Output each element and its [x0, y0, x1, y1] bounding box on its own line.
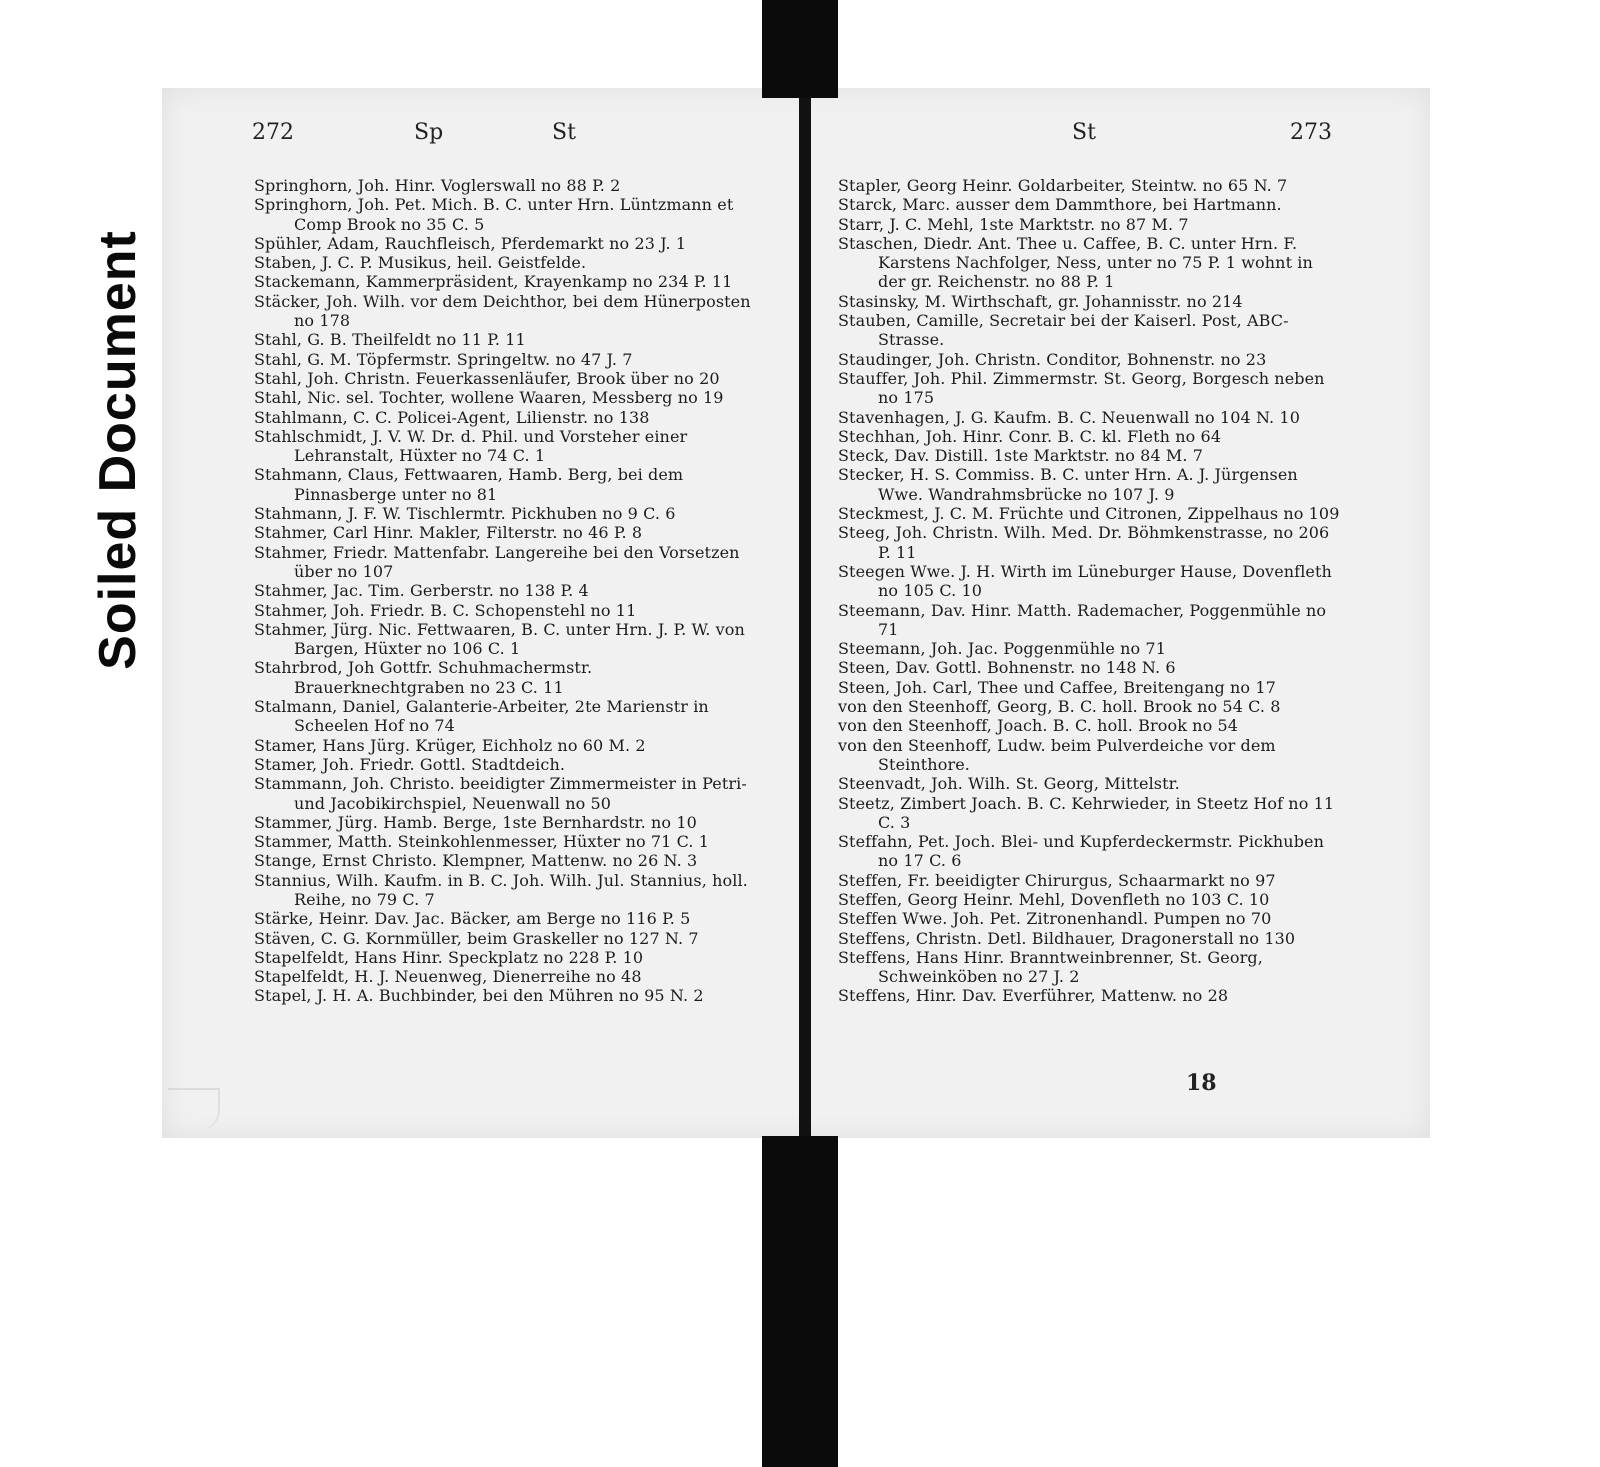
document-label: Soiled Document	[89, 230, 147, 670]
directory-entry: Steckmest, J. C. M. Früchte und Citronen, Zippelhaus no 109	[838, 504, 1340, 524]
directory-entry: Steffens, Hinr. Dav. Everführer, Mattenw. no 28	[838, 986, 1229, 1006]
directory-entry: Staben, J. C. P. Musikus, heil. Geistfelde.	[254, 253, 587, 273]
directory-entry: Stamer, Joh. Friedr. Gottl. Stadtdeich.	[254, 754, 566, 774]
directory-entry: Stammann, Joh. Christo. beeidigter Zimmermeister in Petri- und Jacobikirchspiel, Neuenwall no 50	[254, 774, 747, 813]
binding-gutter	[799, 86, 811, 1140]
directory-entry: Steeg, Joh. Christn. Wilh. Med. Dr. Böhmkenstrasse, no 206 P. 11	[838, 523, 1330, 562]
page-fold	[168, 1088, 220, 1130]
directory-entry: Stechhan, Joh. Hinr. Conr. B. C. kl. Fleth no 64	[838, 426, 1222, 446]
left-header-to: St	[552, 120, 576, 145]
directory-entry: Stavenhagen, J. G. Kaufm. B. C. Neuenwall no 104 N. 10	[838, 407, 1300, 427]
directory-entry: Stapelfeldt, Hans Hinr. Speckplatz no 228 P. 10	[254, 947, 644, 967]
directory-entry: Stäcker, Joh. Wilh. vor dem Deichthor, bei dem Hünerposten no 178	[254, 291, 751, 331]
directory-entry: Steffens, Hans Hinr. Branntweinbrenner, St. Georg, Schweinköben no 27 J. 2	[838, 947, 1263, 987]
directory-entry: Stamer, Hans Jürg. Krüger, Eichholz no 60 M. 2	[254, 735, 646, 755]
signature-mark: 18	[1186, 1070, 1217, 1096]
directory-entry: Stannius, Wilh. Kaufm. in B. C. Joh. Wilh. Jul. Stannius, holl. Reihe, no 79 C. 7	[254, 870, 748, 909]
directory-entry: Stackemann, Kammerpräsident, Krayenkamp no 234 P. 11	[254, 272, 733, 292]
directory-entry: Stammer, Jürg. Hamb. Berge, 1ste Bernhardstr. no 10	[254, 812, 697, 832]
directory-entry: Steffen, Georg Heinr. Mehl, Dovenfleth no 103 C. 10	[838, 889, 1270, 909]
directory-entry: Steemann, Dav. Hinr. Matth. Rademacher, Poggenmühle no 71	[838, 600, 1327, 639]
directory-entry: von den Steenhoff, Ludw. beim Pulverdeiche vor dem Steinthore.	[838, 735, 1276, 774]
directory-entry: Stärke, Heinr. Dav. Jac. Bäcker, am Berge no 116 P. 5	[254, 909, 691, 929]
directory-entry: Stahmer, Jürg. Nic. Fettwaaren, B. C. unter Hrn. J. P. W. von Bargen, Hüxter no 106 C. 1	[254, 619, 745, 659]
directory-entry: Stauben, Camille, Secretair bei der Kaiserl. Post, ABC-Strasse.	[838, 311, 1289, 350]
binding-tape-top	[762, 0, 838, 98]
directory-entry: Starck, Marc. ausser dem Dammthore, bei Hartmann.	[838, 195, 1282, 215]
binding-tape-bottom	[762, 1136, 838, 1467]
directory-entry: Steemann, Joh. Jac. Poggenmühle no 71	[838, 639, 1166, 659]
directory-entry: Stahmer, Carl Hinr. Makler, Filterstr. no 46 P. 8	[254, 523, 643, 543]
right-entry-list	[838, 176, 1343, 1006]
directory-entry: Stahl, G. M. Töpfermstr. Springeltw. no 47 J. 7	[254, 349, 633, 369]
directory-entry: Stahl, Nic. sel. Tochter, wollene Waaren, Messberg no 19	[254, 388, 724, 408]
directory-entry: Stange, Ernst Christo. Klempner, Mattenw. no 26 N. 3	[254, 851, 698, 871]
directory-entry: Stäven, C. G. Kornmüller, beim Graskeller no 127 N. 7	[254, 928, 699, 948]
directory-entry: Stahl, G. B. Theilfeldt no 11 P. 11	[254, 330, 526, 350]
scanned-spread	[162, 88, 1430, 1138]
directory-entry: Stahlmann, C. C. Policei-Agent, Lilienstr. no 138	[254, 407, 650, 427]
directory-entry: von den Steenhoff, Georg, B. C. holl. Brook no 54 C. 8	[838, 697, 1281, 717]
directory-entry: Steffens, Christn. Detl. Bildhauer, Dragonerstall no 130	[838, 928, 1296, 948]
left-page	[162, 88, 799, 1138]
directory-entry: Springhorn, Joh. Pet. Mich. B. C. unter Hrn. Lüntzmann et Comp Brook no 35 C. 5	[254, 195, 734, 234]
directory-entry: Springhorn, Joh. Hinr. Voglerswall no 88 P. 2	[254, 176, 621, 195]
directory-entry: Steck, Dav. Distill. 1ste Marktstr. no 84 M. 7	[838, 446, 1204, 466]
directory-entry: Stahlschmidt, J. V. W. Dr. d. Phil. und Vorsteher einer Lehranstalt, Hüxter no 74 C. 1	[254, 426, 688, 466]
directory-entry: Stauffer, Joh. Phil. Zimmermstr. St. Georg, Borgesch neben no 175	[838, 368, 1325, 408]
directory-entry: Stalmann, Daniel, Galanterie-Arbeiter, 2te Marienstr in Scheelen Hof no 74	[254, 697, 709, 736]
right-page	[812, 88, 1430, 1138]
directory-entry: Steffen Wwe. Joh. Pet. Zitronenhandl. Pumpen no 70	[838, 909, 1272, 929]
directory-entry: Stapel, J. H. A. Buchbinder, bei den Mühren no 95 N. 2	[254, 986, 704, 1006]
directory-entry: Stahmer, Friedr. Mattenfabr. Langereihe bei den Vorsetzen über no 107	[254, 542, 740, 581]
directory-entry: Stahmer, Jac. Tim. Gerberstr. no 138 P. 4	[254, 581, 589, 601]
directory-entry: Stecker, H. S. Commiss. B. C. unter Hrn. A. J. Jürgensen Wwe. Wandrahmsbrücke no 107 J. 9	[838, 465, 1298, 504]
directory-entry: Stahmann, Claus, Fettwaaren, Hamb. Berg, bei dem Pinnasberge unter no 81	[254, 465, 684, 504]
directory-entry: Steen, Joh. Carl, Thee und Caffee, Breitengang no 17	[838, 677, 1276, 697]
directory-entry: Stammer, Matth. Steinkohlenmesser, Hüxter no 71 C. 1	[254, 832, 710, 852]
left-header-from: Sp	[414, 120, 444, 145]
directory-entry: Steenvadt, Joh. Wilh. St. Georg, Mittelstr.	[838, 774, 1180, 794]
directory-entry: Spühler, Adam, Rauchfleisch, Pferdemarkt no 23 J. 1	[254, 233, 687, 253]
directory-entry: Steffen, Fr. beeidigter Chirurgus, Schaarmarkt no 97	[838, 870, 1276, 890]
directory-entry: Stasinsky, M. Wirthschaft, gr. Johannisstr. no 214	[838, 291, 1243, 311]
left-entry-list	[254, 176, 764, 1006]
directory-entry: Stapelfeldt, H. J. Neuenweg, Dienerreihe no 48	[254, 967, 642, 987]
directory-entry: Steffahn, Pet. Joch. Blei- und Kupferdeckermstr. Pickhuben no 17 C. 6	[838, 832, 1325, 871]
directory-entry: Stahrbrod, Joh Gottfr. Schuhmachermstr. Brauerknechtgraben no 23 C. 11	[254, 658, 593, 697]
right-header: St	[1072, 120, 1096, 145]
directory-entry: Starr, J. C. Mehl, 1ste Marktstr. no 87 M. 7	[838, 214, 1189, 234]
directory-entry: Stahmer, Joh. Friedr. B. C. Schopenstehl no 11	[254, 600, 637, 620]
directory-entry: Stapler, Georg Heinr. Goldarbeiter, Steintw. no 65 N. 7	[838, 176, 1288, 195]
directory-entry: von den Steenhoff, Joach. B. C. holl. Brook no 54	[838, 716, 1239, 736]
right-page-number: 273	[1290, 120, 1332, 145]
directory-entry: Stahmann, J. F. W. Tischlermtr. Pickhuben no 9 C. 6	[254, 504, 676, 524]
directory-entry: Staudinger, Joh. Christn. Conditor, Bohnenstr. no 23	[838, 349, 1267, 369]
directory-entry: Steetz, Zimbert Joach. B. C. Kehrwieder, in Steetz Hof no 11 C. 3	[838, 793, 1335, 832]
directory-entry: Steegen Wwe. J. H. Wirth im Lüneburger Hause, Dovenfleth no 105 C. 10	[838, 561, 1332, 601]
directory-entry: Stahl, Joh. Christn. Feuerkassenläufer, Brook über no 20	[254, 368, 720, 388]
left-page-number: 272	[252, 120, 294, 145]
directory-entry: Steen, Dav. Gottl. Bohnenstr. no 148 N. 6	[838, 658, 1176, 678]
directory-entry: Staschen, Diedr. Ant. Thee u. Caffee, B. C. unter Hrn. F. Karstens Nachfolger, Ness, unter no 75 P. 1 wohnt in der gr. Reichenstr. no 88 P. 1	[838, 233, 1313, 292]
